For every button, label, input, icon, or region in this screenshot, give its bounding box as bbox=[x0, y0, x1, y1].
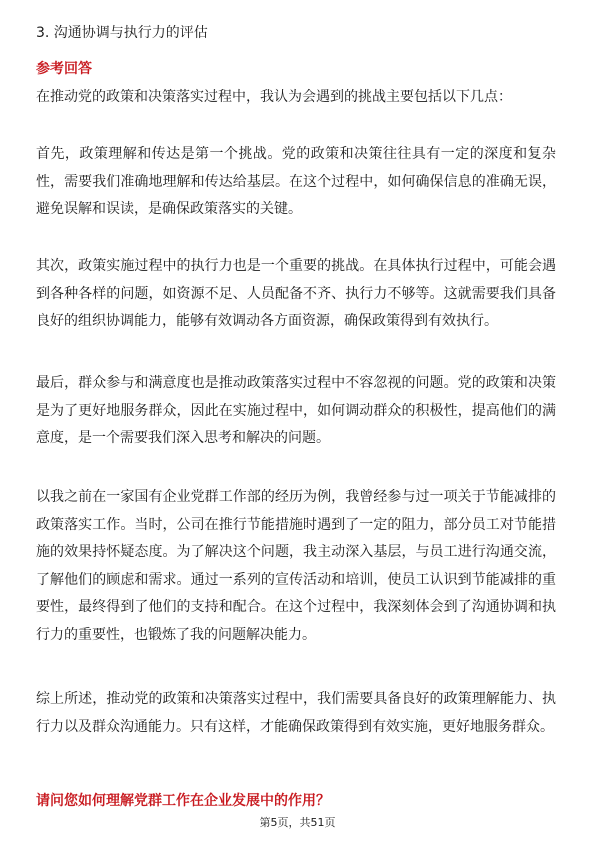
answer-paragraph: 综上所述，推动党的政策和决策落实过程中，我们需要具备良好的政策理解能力、执行力以及群众沟通能力。只有这样，才能确保政策得到有效实施，更好地服务群众。 bbox=[36, 691, 556, 735]
answer-paragraph: 首先，政策理解和传达是第一个挑战。党的政策和决策往往具有一定的深度和复杂性，需要我们准确地理解和传达给基层。在这个过程中，如何确保信息的准确无误，避免误解和误读，是确保政策落实的关键。 bbox=[36, 146, 556, 217]
answer-paragraph: 其次，政策实施过程中的执行力也是一个重要的挑战。在具体执行过程中，可能会遇到各种各样的问题，如资源不足、人员配备不齐、执行力不够等。这就需要我们具备良好的组织协调能力，能够有效调动各方面资源，确保政策得到有效执行。 bbox=[36, 258, 556, 329]
page-number: 第5页，共51页 bbox=[259, 816, 336, 829]
question-title: 3. 沟通协调与执行力的评估 bbox=[36, 25, 208, 41]
answer-paragraph: 以我之前在一家国有企业党群工作部的经历为例，我曾经参与过一项关于节能减排的政策落实工作。当时，公司在推行节能措施时遇到了一定的阻力，部分员工对节能措施的效果持怀疑态度。为了解决这个问题，我主动深入基层，与员工进行沟通交流，了解他们的顾虑和需求。通过一系列的宣传活动和培训，使员工认识到节能减排的重要性，最终得到了他们的支持和配合。在这个过程中，我深刻体会到了沟通协调和执行力的重要性，也锻炼了我的问题解决能力。 bbox=[36, 489, 556, 643]
answer-paragraph: 最后，群众参与和满意度也是推动政策落实过程中不容忽视的问题。党的政策和决策是为了更好地服务群众，因此在实施过程中，如何调动群众的积极性，提高他们的满意度，是一个需要我们深入思考和解决的问题。 bbox=[36, 375, 556, 446]
answer-paragraph: 在推动党的政策和决策落实过程中，我认为会遇到的挑战主要包括以下几点： bbox=[36, 89, 512, 105]
answer-label: 参考回答 bbox=[36, 61, 92, 77]
next-question-title: 请问您如何理解党群工作在企业发展中的作用？ bbox=[36, 793, 330, 809]
